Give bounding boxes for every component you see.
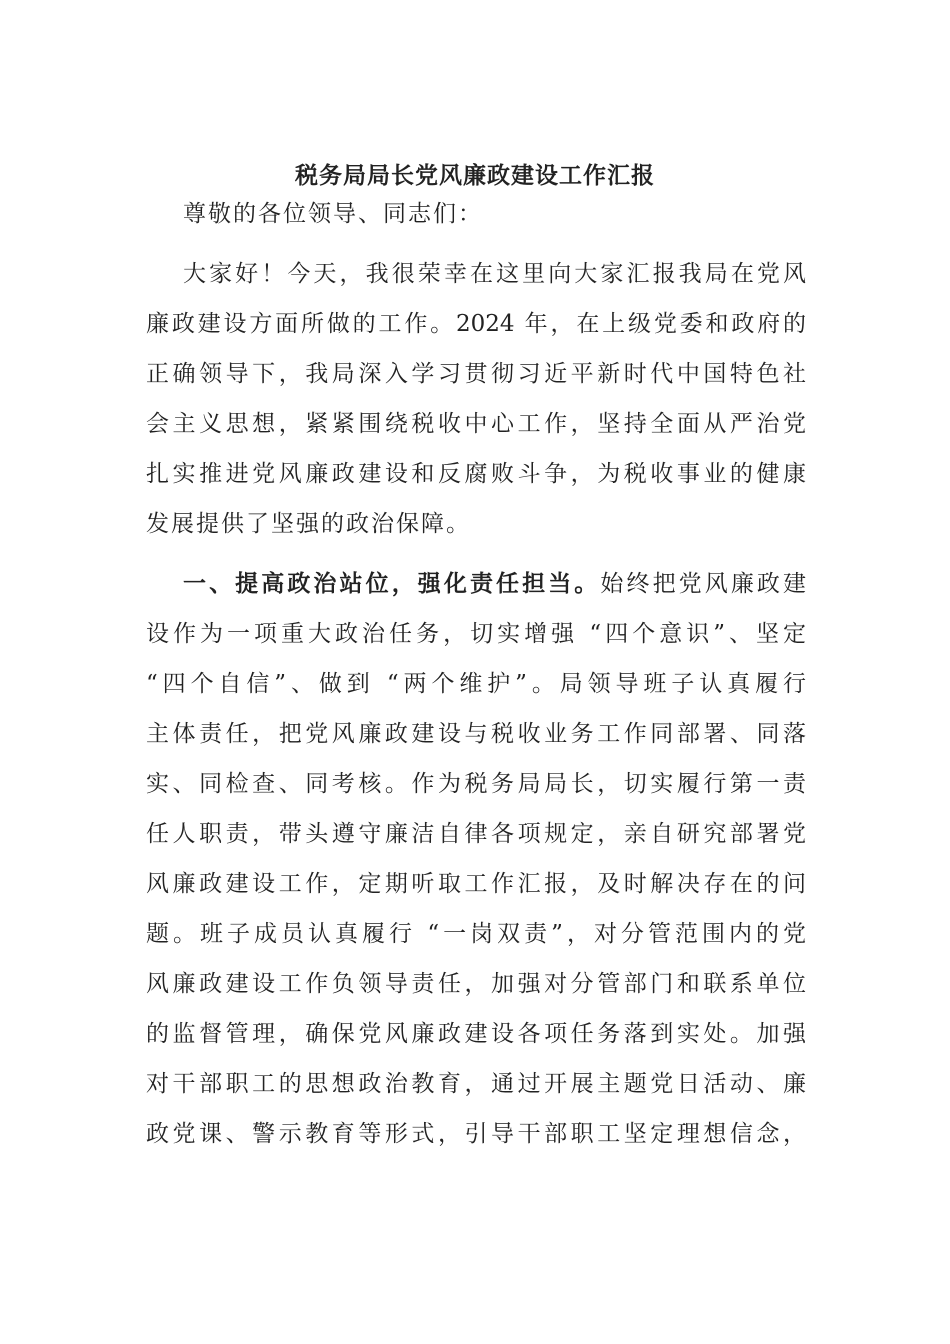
paragraph-line: 政党课、警示教育等形式，引导干部职工坚定理想信念， <box>146 1121 806 1147</box>
paragraph-line: 对干部职工的思想政治教育，通过开展主题党日活动、廉 <box>146 1071 806 1097</box>
paragraph-line: 风廉政建设工作负领导责任，加强对分管部门和联系单位 <box>146 971 806 997</box>
paragraph-line <box>183 568 806 600</box>
paragraph-line: 会主义思想，紧紧围绕税收中心工作，坚持全面从严治党 <box>146 411 806 437</box>
paragraph-line: 的监督管理，确保党风廉政建设各项任务落到实处。加强 <box>146 1021 806 1047</box>
paragraph-line: 风廉政建设工作，定期听取工作汇报，及时解决存在的问 <box>146 871 806 897</box>
paragraph-line: 大家好！今天，我很荣幸在这里向大家汇报我局在党风 <box>183 261 806 287</box>
paragraph-line: 题。班子成员认真履行 “一岗双责”，对分管范围内的党 <box>146 921 806 947</box>
salutation: 尊敬的各位领导、同志们： <box>183 201 483 227</box>
paragraph-line: 扎实推进党风廉政建设和反腐败斗争，为税收事业的健康 <box>146 461 806 487</box>
paragraph-line: 发展提供了坚强的政治保障。 <box>146 511 471 537</box>
section-heading: 一、提高政治站位，强化责任担当。 <box>183 570 601 597</box>
paragraph-line: 实、同检查、同考核。作为税务局局长，切实履行第一责 <box>146 771 806 797</box>
paragraph-line: “四个自信”、做到 “两个维护”。局领导班子认真履行 <box>146 671 806 697</box>
paragraph-line: 设作为一项重大政治任务，切实增强 “四个意识”、坚定 <box>146 621 806 647</box>
section-text: 始终把党风廉政建 <box>600 571 807 597</box>
paragraph-line: 廉政建设方面所做的工作。2024 年，在上级党委和政府的 <box>146 311 806 337</box>
paragraph-line: 正确领导下，我局深入学习贯彻习近平新时代中国特色社 <box>146 361 806 387</box>
paragraph-line: 任人职责，带头遵守廉洁自律各项规定，亲自研究部署党 <box>146 821 806 847</box>
document-title: 税务局局长党风廉政建设工作汇报 <box>295 162 655 189</box>
paragraph-line: 主体责任，把党风廉政建设与税收业务工作同部署、同落 <box>146 721 806 747</box>
